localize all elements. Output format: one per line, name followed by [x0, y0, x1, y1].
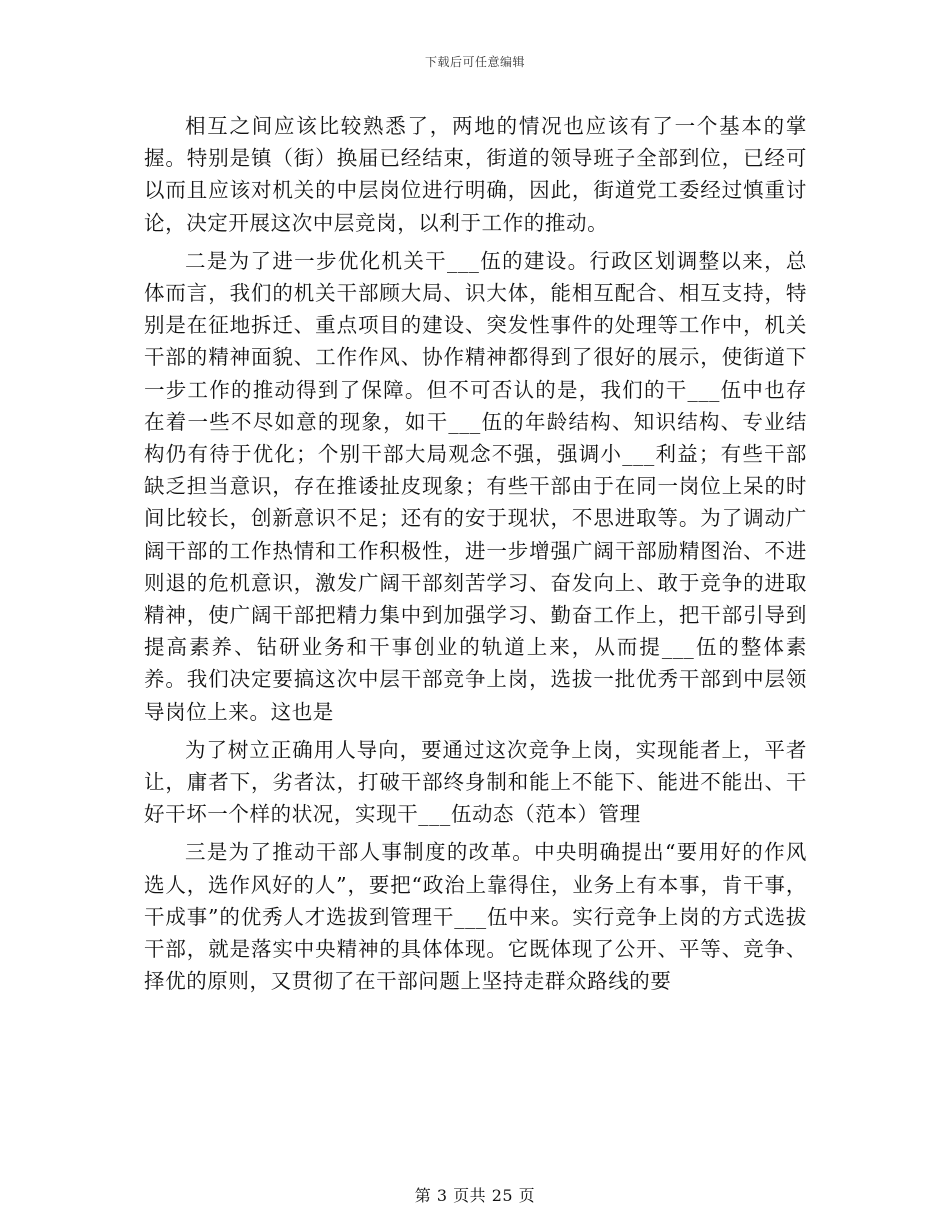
document-body: [144, 110, 807, 1003]
paragraph-2: 二是为了进一步优化机关干___伍的建设。行政区划调整以来，总体而言，我们的机关干部顾大局、识大体，能相互配合、相互支持，特别是在征地拆迁、重点项目的建设、突发性事件的处理等工作中，机关干部的精神面貌、工作作风、协作精神都得到了很好的展示，使街道下一步工作的推动得到了保障。但不可否认的是，我们的干___伍中也存在着一些不尽如意的现象，如干___伍的年龄结构、知识结构、专业结构仍有待于优化；个别干部大局观念不强，强调小___利益；有些干部缺乏担当意识，存在推诿扯皮现象；有些干部由于在同一岗位上呆的时间比较长，创新意识不足；还有的安于现状，不思进取等。为了调动广阔干部的工作热情和工作积极性，进一步增强广阔干部励精图治、不进则退的危机意识，激发广阔干部刻苦学习、奋发向上、敢于竞争的进取精神，使广阔干部把精力集中到加强学习、勤奋工作上，把干部引导到提高素养、钻研业务和干事创业的轨道上来，从而提___伍的整体素养。我们决定要搞这次中层干部竞争上岗，选拔一批优秀干部到中层领导岗位上来。这也是: [144, 248, 807, 724]
paragraph-4: 三是为了推动干部人事制度的改革。中央明确提出“要用好的作风选人，选作风好的人”，要把“政治上靠得住，业务上有本事，肯干事，干成事”的优秀人才选拔到管理干___伍中来。实行竞争上岗的方式选拔干部，就是落实中央精神的具体体现。它既体现了公开、平等、竞争、择优的原则，又贯彻了在干部问题上坚持走群众路线的要: [144, 840, 807, 994]
page-header: 下载后可任意编辑: [424, 55, 525, 69]
paragraph-1: 相互之间应该比较熟悉了，两地的情况也应该有了一个基本的掌握。特别是镇（街）换届已经结束，街道的领导班子全部到位，已经可以而且应该对机关的中层岗位进行明确，因此，街道党工委经过慎重讨论，决定开展这次中层竞岗，以利于工作的推动。: [144, 114, 807, 235]
page-number-footer: 第 3 页共 25 页: [414, 1186, 536, 1205]
paragraph-3: 为了树立正确用人导向，要通过这次竞争上岗，实现能者上，平者让，庸者下，劣者汰，打破干部终身制和能上不能下、能进不能出、干好干坏一个样的状况，实现干___伍动态（范本）管理: [144, 737, 807, 827]
